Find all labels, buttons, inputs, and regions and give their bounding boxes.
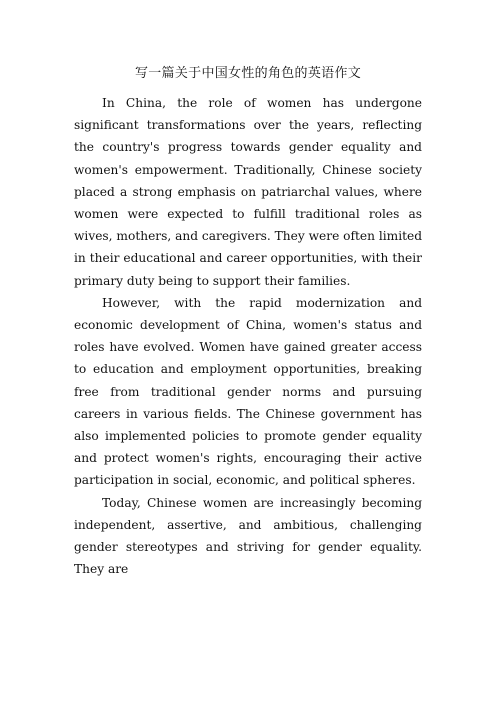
document-title: 写一篇关于中国女性的角色的英语作文 (134, 66, 362, 81)
document-body (74, 92, 422, 580)
paragraph: Today, Chinese women are increasingly becoming independent, assertive, and ambitious, challenging gender stereotypes and striving for gender equality. They are (74, 495, 422, 577)
paragraph: However, with the rapid modernization and economic development of China, women's status and roles have evolved. Women have gained greater access to education and employment opportunities, breaking free from traditional gender norms and pursuing careers in various fields. The Chinese government has also implemented policies to promote gender equality and protect women's rights, encouraging their active participation in social, economic, and political spheres. (74, 295, 422, 488)
paragraph: In China, the role of women has undergone significant transformations over the years, reflecting the country's progress towards gender equality and women's empowerment. Traditionally, Chinese society placed a strong emphasis on patriarchal values, where women were expected to fulfill traditional roles as wives, mothers, and caregivers. They were often limited in their educational and career opportunities, with their primary duty being to support their families. (74, 96, 423, 288)
